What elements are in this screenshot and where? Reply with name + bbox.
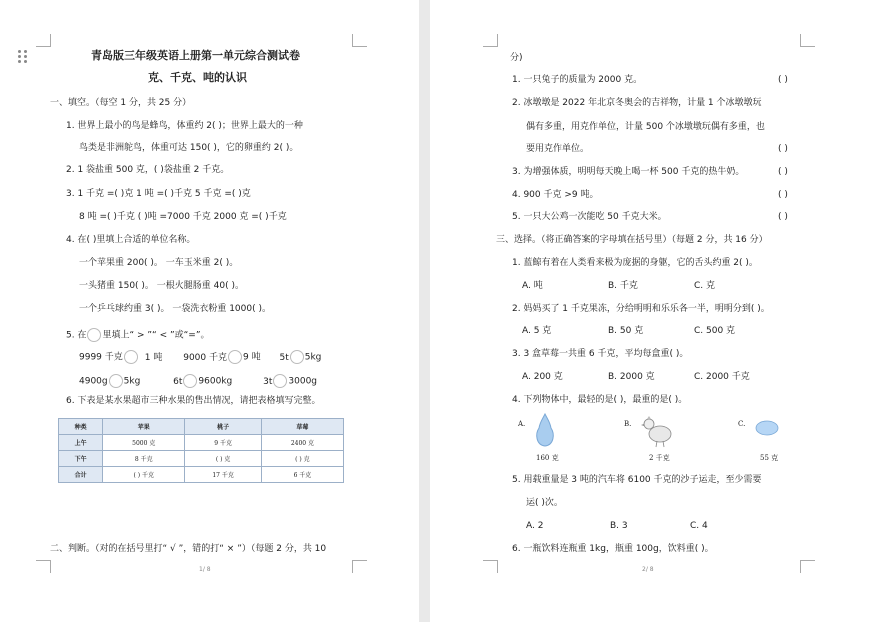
- table-cell: 9 千克: [185, 435, 262, 451]
- choice-option-letter[interactable]: C.: [738, 420, 746, 428]
- table-cell: 8 千克: [103, 451, 185, 467]
- choice-option-letter[interactable]: B.: [624, 420, 632, 428]
- answer-paren[interactable]: ( ): [778, 75, 788, 85]
- drag-handle-icon[interactable]: [18, 50, 27, 64]
- choice-question: 2. 妈妈买了 1 千克果冻，分给明明和乐乐各一半，明明分到( )。: [512, 304, 770, 314]
- table-header-cell: 草莓: [261, 419, 343, 435]
- compare-item: 5t: [279, 352, 289, 363]
- crop-mark: [483, 560, 498, 573]
- choice-question: 1. 蓝鲸有着在人类看来极为庞据的身躯，它的舌头约重 2( )。: [512, 258, 758, 268]
- table-cell[interactable]: ( ) 克: [261, 451, 343, 467]
- chicken-icon: [640, 414, 674, 448]
- question-text: 3. 1 千克 =( )克 1 吨 =( )千克 5 千克 =( )克: [66, 189, 251, 199]
- choice-option[interactable]: C. 克: [694, 281, 716, 291]
- judge-question: 4. 900 千克 >9 吨。: [512, 190, 599, 200]
- weight-label: 160 克: [536, 454, 559, 462]
- question-text: 2. 1 袋盐重 500 克，( )袋盐重 2 千克。: [66, 165, 230, 175]
- crop-mark: [352, 560, 367, 573]
- choice-option[interactable]: A. 吨: [522, 281, 543, 291]
- question-text: 一个乒乓球约重 3( )。 一袋洗衣粉重 1000( )。: [79, 304, 271, 314]
- table-row: [59, 435, 344, 451]
- compare-item: 3000g: [288, 376, 318, 387]
- compare-row: [79, 374, 317, 388]
- document-title: 青岛版三年级英语上册第一单元综合测试卷: [91, 49, 300, 62]
- document-subtitle: 克、千克、吨的认识: [148, 71, 247, 84]
- compare-item: 1 吨: [144, 352, 163, 363]
- choice-option[interactable]: A. 5 克: [522, 326, 552, 336]
- page-number: 2/ 8: [642, 566, 654, 573]
- question-suffix: 里填上“ > ”“ < ”或“=”。: [102, 330, 210, 341]
- table-cell[interactable]: ( ) 千克: [103, 467, 185, 483]
- compare-item: 9999 千克: [79, 352, 123, 363]
- answer-circle[interactable]: [124, 350, 138, 364]
- compare-item: 3t: [263, 376, 273, 387]
- table-row-label: 下午: [59, 451, 103, 467]
- compare-row: [79, 350, 321, 364]
- table-header-cell: 苹果: [103, 419, 185, 435]
- question-text: 一个苹果重 200( )。 一车玉米重 2( )。: [79, 258, 239, 268]
- question-text: 1. 世界上最小的鸟是蜂鸟，体重约 2( )；世界上最大的一种: [66, 121, 303, 131]
- choice-option[interactable]: C. 2000 千克: [694, 372, 750, 382]
- question-text: 8 吨 =( )千克 ( )吨 =7000 千克 2000 克 =( )千克: [79, 212, 287, 222]
- judge-question: 1. 一只兔子的质量为 2000 克。: [512, 75, 643, 85]
- crop-mark: [36, 560, 51, 573]
- table-row: [59, 467, 344, 483]
- choice-option[interactable]: B. 千克: [608, 281, 638, 291]
- answer-circle[interactable]: [290, 350, 304, 364]
- choice-question: 运( )次。: [526, 498, 563, 508]
- question-text: [66, 328, 210, 342]
- crop-mark: [483, 34, 498, 47]
- question-text: 4. 在( )里填上合适的单位名称。: [66, 235, 196, 245]
- document-page-2: [430, 0, 869, 622]
- fruit-sales-table: [58, 418, 344, 483]
- compare-item: 9 吨: [243, 352, 261, 363]
- choice-option-letter[interactable]: A.: [518, 420, 526, 428]
- judge-question: 偶有多重，用克作单位，计量 500 个冰墩墩玩偶有多重，也: [526, 122, 765, 132]
- table-cell: 6 千克: [261, 467, 343, 483]
- choice-option[interactable]: B. 2000 克: [608, 372, 655, 382]
- weight-label: 55 克: [760, 454, 779, 462]
- choice-option[interactable]: A. 2: [526, 521, 544, 531]
- judge-question: 要用克作单位。: [526, 144, 590, 154]
- document-page-1: [0, 0, 419, 622]
- crop-mark: [352, 34, 367, 47]
- answer-paren[interactable]: ( ): [778, 167, 788, 177]
- section-heading: 二、判断。（对的在括号里打“ √ ”，错的打“ × ”）（每题 2 分，共 10: [50, 544, 327, 554]
- judge-question: 2. 冰墩墩是 2022 年北京冬奥会的吉祥物，计量 1 个冰墩墩玩: [512, 98, 762, 108]
- answer-paren[interactable]: ( ): [778, 144, 788, 154]
- choice-option[interactable]: C. 4: [690, 521, 708, 531]
- choice-option[interactable]: B. 3: [610, 521, 628, 531]
- choice-question: 5. 用载重量是 3 吨的汽车将 6100 千克的沙子运走，至少需要: [512, 475, 762, 485]
- answer-circle[interactable]: [183, 374, 197, 388]
- continued-text: 分): [510, 53, 523, 63]
- pear-icon: [534, 412, 556, 448]
- answer-circle[interactable]: [273, 374, 287, 388]
- compare-item: 6t: [173, 376, 183, 387]
- compare-item: 9600kg: [198, 376, 233, 387]
- table-row-label: 上午: [59, 435, 103, 451]
- compare-item: 9000 千克: [183, 352, 227, 363]
- crop-mark: [800, 34, 815, 47]
- answer-paren[interactable]: ( ): [778, 190, 788, 200]
- choice-option[interactable]: C. 500 克: [694, 326, 736, 336]
- table-row-label: 合计: [59, 467, 103, 483]
- compare-item: 4900g: [79, 376, 108, 387]
- table-cell: 2400 克: [261, 435, 343, 451]
- weight-label: 2 千克: [649, 454, 670, 462]
- egg-icon: [754, 419, 780, 437]
- choice-option[interactable]: B. 50 克: [608, 326, 644, 336]
- section-heading: 一、填空。（每空 1 分，共 25 分）: [50, 98, 192, 108]
- table-cell: 5000 克: [103, 435, 185, 451]
- question-text: 6. 下表是某水果超市三种水果的售出情况，请把表格填写完整。: [66, 396, 321, 406]
- choice-question: 3. 3 盒草莓一共重 6 千克，平均每盒重( )。: [512, 349, 689, 359]
- question-text: 鸟类是非洲鸵鸟，体重可达 150( )，它的卵重约 2( )。: [79, 143, 299, 153]
- judge-question: 3. 为增强体质，明明每天晚上喝一杯 500 千克的热牛奶。: [512, 167, 745, 177]
- judge-question: 5. 一只大公鸡一次能吃 50 千克大米。: [512, 212, 667, 222]
- table-header-cell: 种类: [59, 419, 103, 435]
- table-header-row: [59, 419, 344, 435]
- answer-circle[interactable]: [109, 374, 123, 388]
- page-number: 1/ 8: [199, 566, 211, 573]
- compare-item: 5kg: [123, 376, 141, 387]
- question-text: 一头猪重 150( )。 一根火腿肠重 40( )。: [79, 281, 244, 291]
- table-cell: 17 千克: [185, 467, 262, 483]
- table-row: [59, 451, 344, 467]
- choice-question: 6. 一瓶饮料连瓶重 1kg，瓶重 100g，饮料重( )。: [512, 544, 714, 554]
- crop-mark: [800, 560, 815, 573]
- compare-item: 5kg: [304, 352, 322, 363]
- crop-mark: [36, 34, 51, 47]
- choice-question: 4. 下列物体中，最轻的是( )，最重的是( )。: [512, 395, 688, 405]
- answer-circle[interactable]: [87, 328, 101, 342]
- table-cell[interactable]: ( ) 克: [185, 451, 262, 467]
- answer-circle[interactable]: [228, 350, 242, 364]
- answer-paren[interactable]: ( ): [778, 212, 788, 222]
- section-heading: 三、选择。（将正确答案的字母填在括号里）（每题 2 分，共 16 分）: [496, 235, 768, 245]
- table-header-cell: 桃子: [185, 419, 262, 435]
- question-prefix: 5. 在: [66, 330, 87, 341]
- choice-option[interactable]: A. 200 克: [522, 372, 563, 382]
